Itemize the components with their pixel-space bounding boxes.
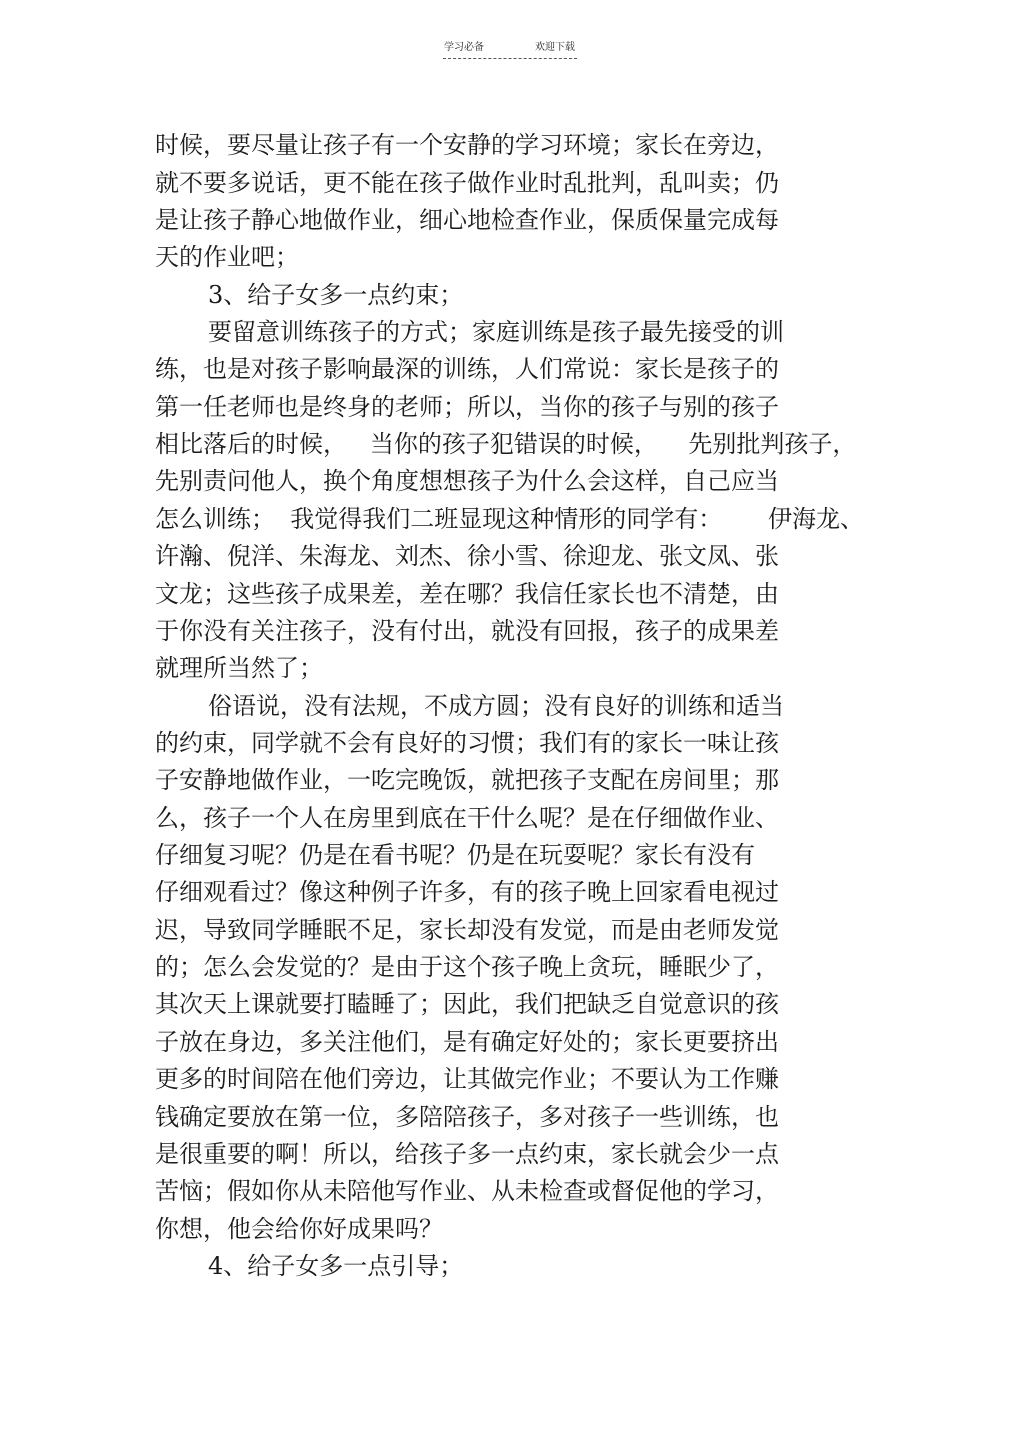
body-line: 么，孩子一个人在房里到底在干什么呢？是在仔细做作业、: [155, 804, 779, 832]
body-line: 是让孩子静心地做作业，细心地检查作业，保质保量完成每: [155, 206, 779, 234]
body-line: 其次天上课就要打瞌睡了；因此，我们把缺乏自觉意识的孩: [155, 990, 779, 1018]
body-line: 的；怎么会发觉的？是由于这个孩子晚上贪玩，睡眠少了，: [155, 953, 779, 981]
page-header: [0, 38, 1024, 68]
body-line: 怎么训练； 我觉得我们二班显现这种情形的同学有： 伊海龙、: [155, 505, 865, 533]
body-line: 钱确定要放在第一位，多陪陪孩子，多对孩子一些训练，也: [155, 1103, 779, 1131]
body-line: 练，也是对孩子影响最深的训练，人们常说：家长是孩子的: [155, 355, 779, 383]
header-left-text: 学习必备: [444, 42, 484, 53]
header-divider: [443, 58, 577, 59]
body-line: 许瀚、倪洋、朱海龙、刘杰、徐小雪、徐迎龙、张文凤、张: [155, 542, 779, 570]
body-line: 仔细复习呢？仍是在看书呢？仍是在玩耍呢？家长有没有: [155, 841, 755, 869]
body-line: 子放在身边，多关注他们，是有确定好处的；家长更要挤出: [155, 1028, 779, 1056]
body-line: 于你没有关注孩子，没有付出，就没有回报，孩子的成果差: [155, 617, 779, 645]
body-line: 俗语说，没有法规，不成方圆；没有良好的训练和适当: [208, 692, 784, 720]
section-heading: 3、给子女多一点约束；: [208, 281, 464, 309]
body-line: 时候，要尽量让孩子有一个安静的学习环境；家长在旁边，: [155, 131, 779, 159]
body-line: 仔细观看过？像这种例子许多，有的孩子晚上回家看电视过: [155, 878, 779, 906]
body-line: 先别责问他人，换个角度想想孩子为什么会这样，自己应当: [155, 467, 779, 495]
body-line: 的约束，同学就不会有良好的习惯；我们有的家长一味让孩: [155, 729, 779, 757]
body-line: 是很重要的啊！所以，给孩子多一点约束，家长就会少一点: [155, 1140, 779, 1168]
body-line: 天的作业吧；: [155, 243, 299, 271]
body-line: 要留意训练孩子的方式；家庭训练是孩子最先接受的训: [208, 318, 784, 346]
body-line: 更多的时间陪在他们旁边，让其做完作业；不要认为工作赚: [155, 1065, 779, 1093]
body-line: 相比落后的时候， 当你的孩子犯错误的时候， 先别批判孩子，: [155, 430, 857, 458]
section-heading: 4、给子女多一点引导；: [208, 1252, 464, 1280]
header-right-text: 欢迎下载: [535, 42, 575, 53]
body-line: 就理所当然了；: [155, 654, 323, 682]
body-line: 子安静地做作业，一吃完晚饭，就把孩子支配在房间里；那: [155, 766, 779, 794]
body-line: 文龙；这些孩子成果差，差在哪？我信任家长也不清楚，由: [155, 580, 779, 608]
body-line: 苦恼；假如你从未陪他写作业、从未检查或督促他的学习，: [155, 1177, 779, 1205]
body-line: 就不要多说话，更不能在孩子做作业时乱批判，乱叫卖；仍: [155, 169, 779, 197]
body-line: 第一任老师也是终身的老师；所以，当你的孩子与别的孩子: [155, 393, 779, 421]
body-line: 迟，导致同学睡眠不足，家长却没有发觉，而是由老师发觉: [155, 916, 779, 944]
body-line: 你想，他会给你好成果吗？: [155, 1215, 443, 1243]
